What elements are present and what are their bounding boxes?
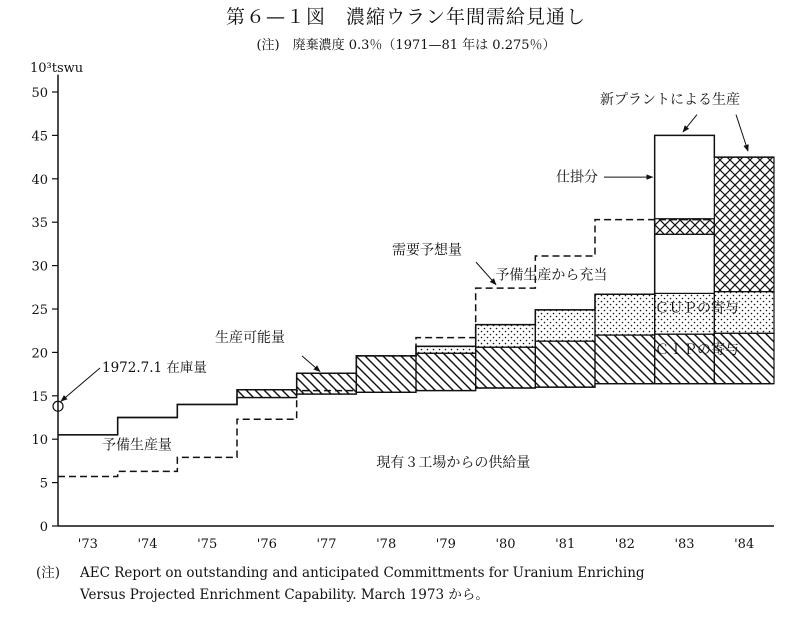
x-tick-label-81: '81 <box>555 537 576 552</box>
segment-s1-5 <box>356 356 416 392</box>
x-tick-label-84: '84 <box>734 537 755 552</box>
segment-s1-11 <box>714 333 774 383</box>
segment-s0-8 <box>535 387 595 526</box>
segment-s0-4 <box>297 394 357 526</box>
inventory-arrow <box>61 368 100 401</box>
segment-s1-9 <box>595 335 655 384</box>
segment-s2-6 <box>416 346 476 353</box>
x-tick-label-76: '76 <box>256 537 277 552</box>
footnote-tag: (注) <box>36 565 61 581</box>
label-cup: ＣＵＰの寄与 <box>655 300 739 317</box>
x-tick-label-79: '79 <box>435 537 456 552</box>
x-tick-label-74: '74 <box>137 537 158 552</box>
x-tick-label-78: '78 <box>376 537 397 552</box>
label-cip: ＣＩＰの寄与 <box>655 342 739 359</box>
label-new-plants: 新プラントによる生産 <box>600 92 740 109</box>
demand-arrow <box>476 262 496 285</box>
footnote-line-2: Versus Projected Enrichment Capability. March 1973 から。 <box>80 587 489 603</box>
segment-s2-8 <box>535 310 595 341</box>
label-existing-plants: 現有３工場からの供給量 <box>376 454 531 471</box>
y-tick-label-35: 35 <box>31 216 48 232</box>
y-tick-label-25: 25 <box>31 303 48 318</box>
y-tick-label-45: 45 <box>31 129 48 145</box>
y-axis-unit: 10³tswu <box>30 61 84 76</box>
chart-title: 第６—１図 濃縮ウラン年間需給見通し <box>225 6 586 28</box>
x-tick-label-75: '75 <box>197 537 218 552</box>
segment-s4-11 <box>714 157 774 292</box>
label-reserve-production: 予備生産量 <box>102 437 172 454</box>
segment-s0-3 <box>237 398 297 526</box>
x-tick-label-73: '73 <box>77 537 98 552</box>
y-tick-label-0: 0 <box>39 520 48 535</box>
segment-s1-3 <box>237 390 297 398</box>
x-tick-label-77: '77 <box>316 537 337 552</box>
y-tick-label-20: 20 <box>31 346 48 362</box>
new-plants-arrow-84 <box>736 115 748 151</box>
chart-subtitle: (注) 廃棄濃度 0.3％（1971—81 年は 0.275％） <box>256 38 556 53</box>
capacity-arrow <box>302 356 320 372</box>
label-capacity: 生産可能量 <box>215 329 285 346</box>
label-work-in-progress: 仕掛分 <box>556 169 598 186</box>
y-tick-label-50: 50 <box>31 86 48 101</box>
new-plants-arrow-83 <box>683 115 697 132</box>
y-tick-label-15: 15 <box>31 389 48 405</box>
segment-s0-11 <box>714 384 774 526</box>
y-tick-label-30: 30 <box>31 259 48 275</box>
segment-s1-7 <box>476 347 536 388</box>
footnote <box>36 562 806 606</box>
label-demand: 需要予想量 <box>392 242 462 259</box>
segment-s0-10 <box>655 384 715 526</box>
inventory-label: 1972.7.1 在庫量 <box>102 360 207 376</box>
segment-s0-2 <box>177 404 237 526</box>
x-tick-label-82: '82 <box>614 537 635 552</box>
x-tick-label-80: '80 <box>495 537 516 552</box>
x-tick-label-83: '83 <box>674 537 695 552</box>
segment-s1-8 <box>535 341 595 387</box>
y-tick-label-10: 10 <box>31 433 48 449</box>
segment-s2-9 <box>595 294 655 335</box>
segment-s0-9 <box>595 384 655 526</box>
footnote-line-1: AEC Report on outstanding and anticipated Committments for Uranium Enriching <box>80 565 645 581</box>
segment-s2-7 <box>476 325 536 348</box>
segment-s1-6 <box>416 353 476 390</box>
segment-s3-10 <box>655 234 715 293</box>
y-tick-label-40: 40 <box>31 172 48 188</box>
label-reserve-fill: 予備生産から充当 <box>495 267 608 284</box>
y-tick-label-5: 5 <box>39 476 48 492</box>
segment-s4-10 <box>655 219 715 235</box>
